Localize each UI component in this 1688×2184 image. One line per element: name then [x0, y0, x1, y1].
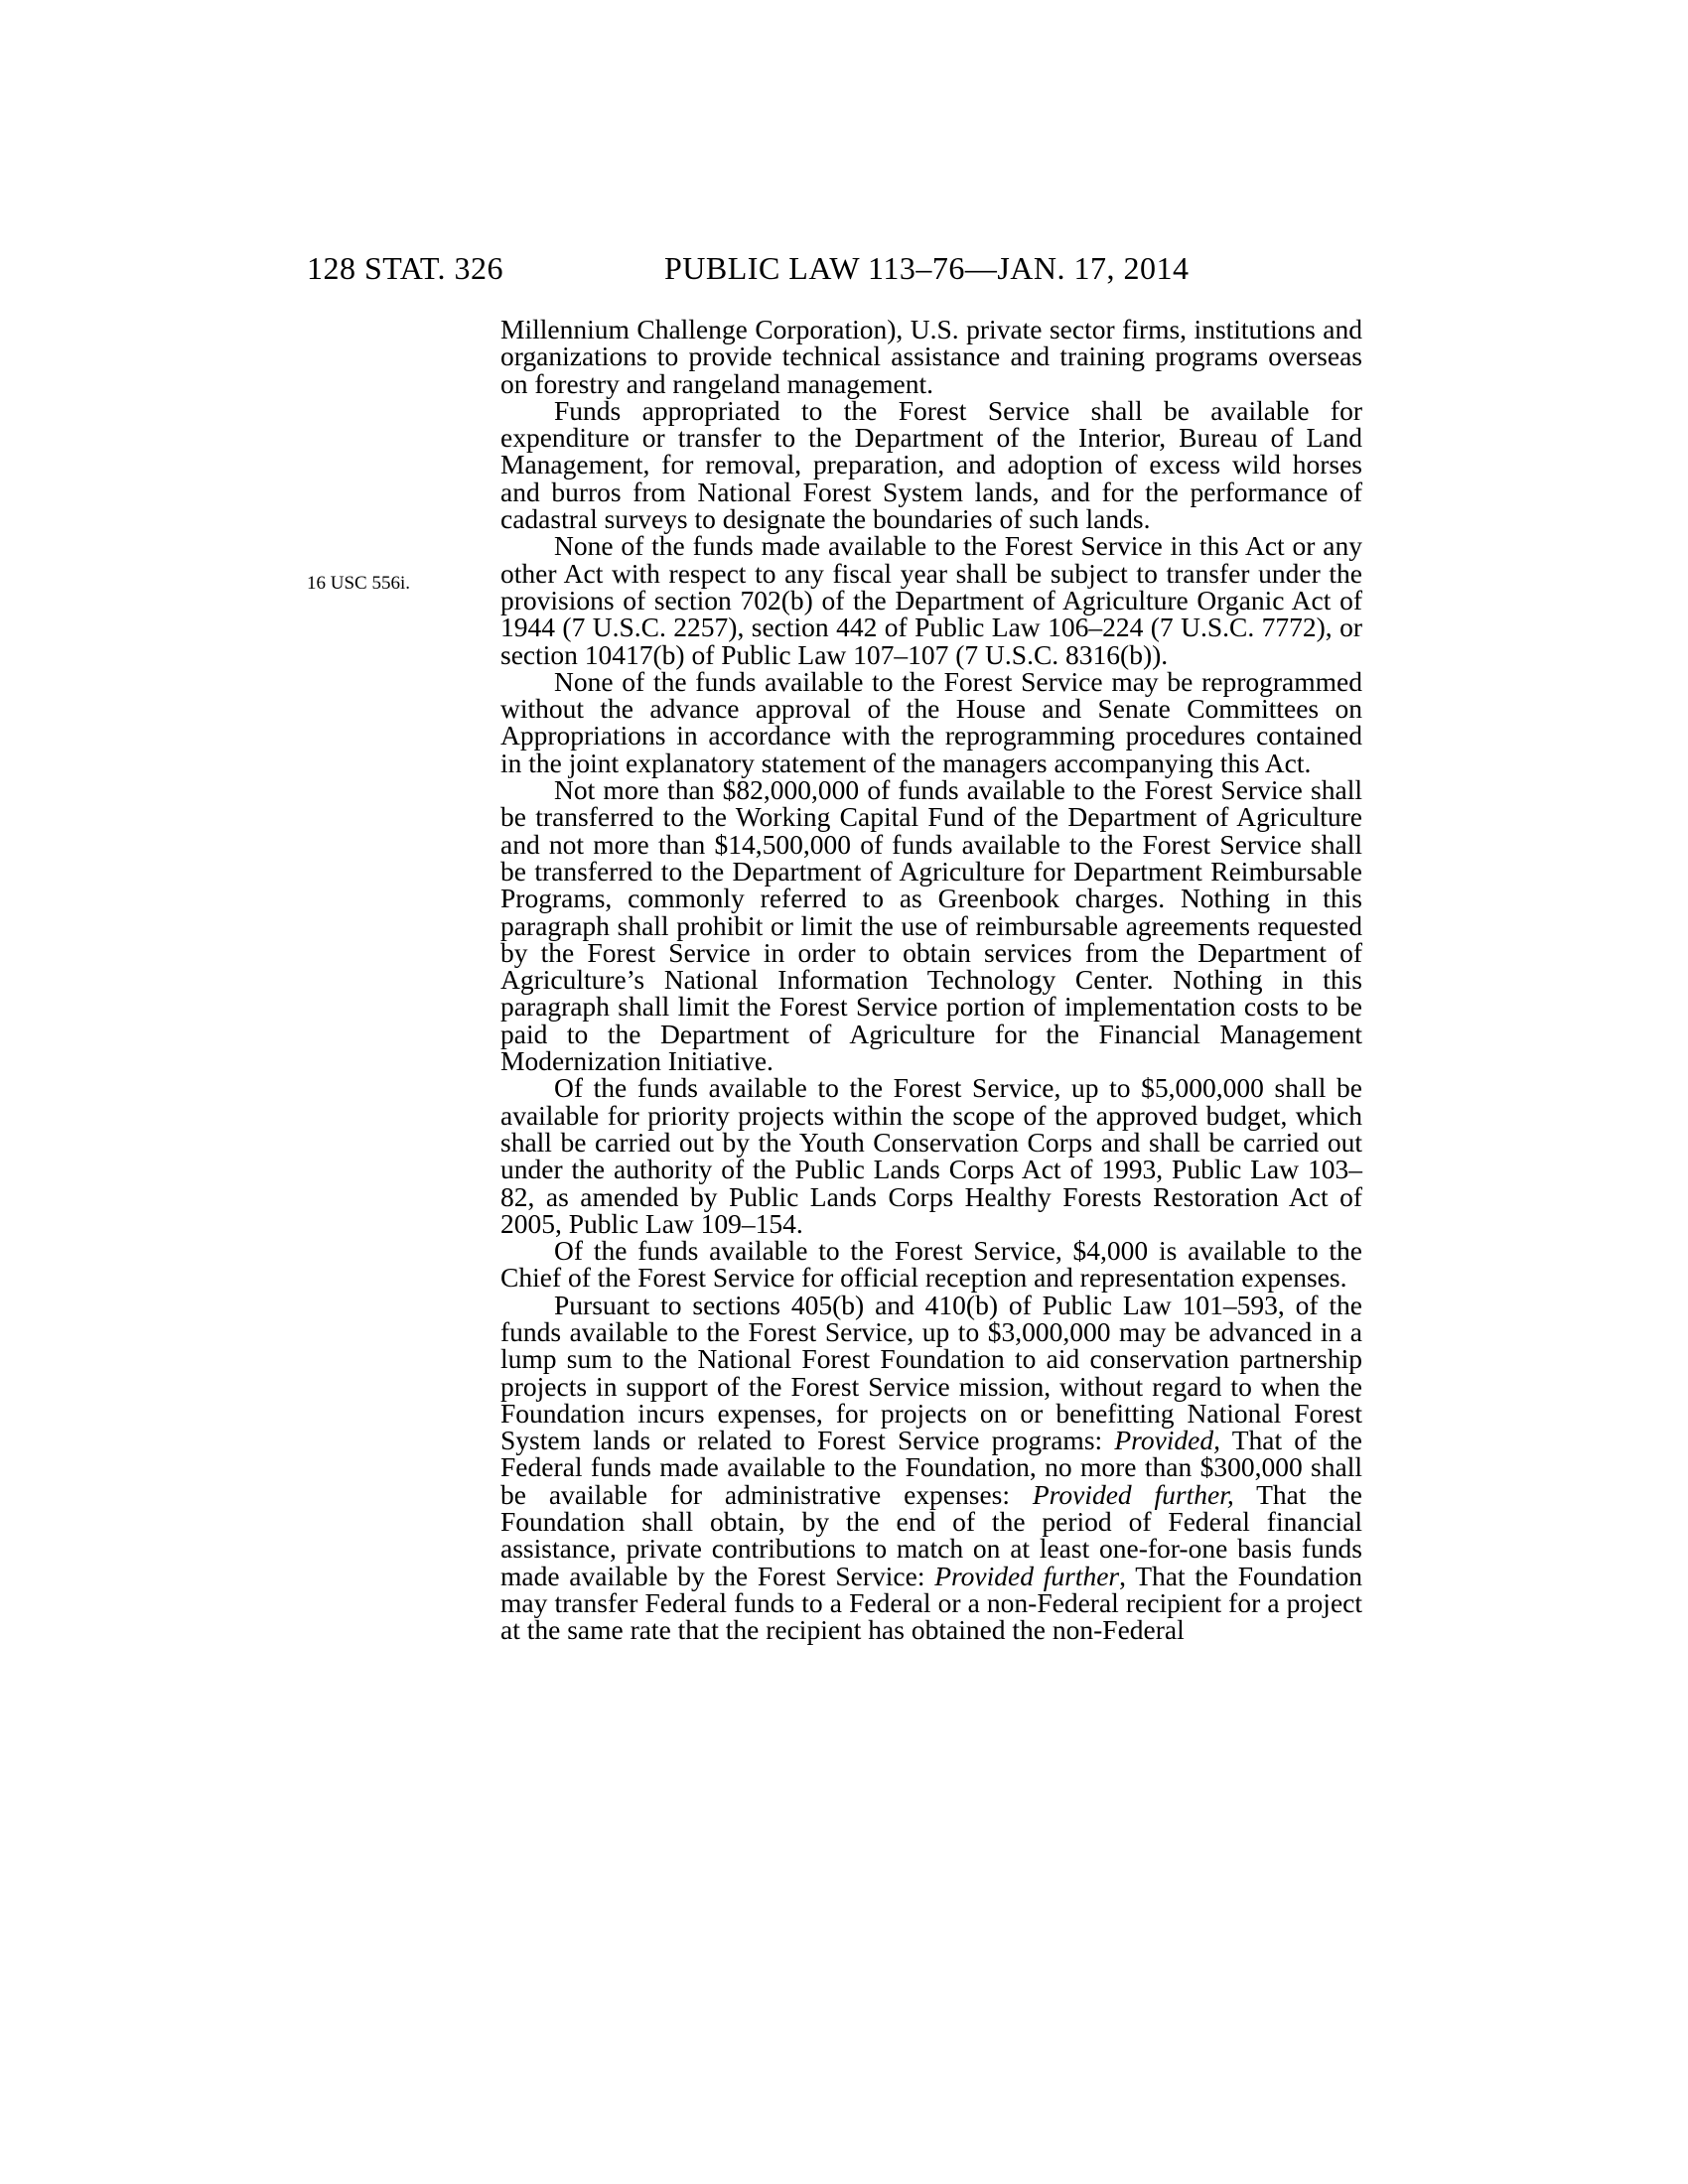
provided-further-clause: Provided further,	[1032, 1478, 1234, 1510]
provided-clause: Provided,	[1114, 1425, 1221, 1456]
stat-page-number: 128 STAT. 326	[307, 250, 504, 286]
foundation-text-4: , That the Foundation may transfer Federal funds to a Federal or a non-Federal recipient for a project at the same rate that the recipient has obtained the non-Federal	[500, 1560, 1363, 1646]
statute-body	[500, 316, 1362, 1644]
paragraph-working-capital-fund: Not more than $82,000,000 of funds available to the Forest Service shall be transferred to the Working Capital Fund of the Department of Agriculture and not more than $14,500,000 of funds available to the Forest Service shall be transferred to the Department of Agriculture for Department Reimbursable Programs, commonly referred to as Greenbook charges. Nothing in this paragraph shall prohibit or limit the use of reimbursable agreements requested by the Forest Service in order to obtain services from the Department of Agriculture’s National Information Technology Center. Nothing in this paragraph shall limit the Forest Service portion of implementation costs to be paid to the Department of Agriculture for the Financial Management Modernization Initiative.	[500, 774, 1362, 1077]
provided-further-clause-2: Provided further	[934, 1560, 1120, 1591]
usc-margin-note: 16 USC 556i.	[307, 573, 410, 594]
foundation-text-3: That the Foundation shall obtain, by the end of the period of Federal financial assistance, private contributions to match on at least one-for-one basis funds made available by the Forest Service:	[500, 1478, 1362, 1591]
paragraph-continued: Millennium Challenge Corporation), U.S. private sector firms, institutions and organizations to provide technical assistance and training programs overseas on forestry and rangeland management.	[500, 314, 1362, 399]
paragraph-national-forest-foundation	[500, 1289, 1363, 1646]
paragraph-youth-conservation-corps: Of the funds available to the Forest Service, up to $5,000,000 shall be available for priority projects within the scope of the approved budget, which shall be carried out by the Youth Conservation Corps and shall be carried out under the authority of the Public Lands Corps Act of 1993, Public Law 103–82, as amended by Public Lands Corps Healthy Forests Restoration Act of 2005, Public Law 109–154.	[500, 1072, 1362, 1239]
foundation-text-2: That of the Federal funds made available to the Foundation, no more than $300,000 shall be available for administrative expenses:	[500, 1425, 1362, 1510]
paragraph-reprogramming: None of the funds available to the Forest Service may be reprogrammed without the advance approval of the House and Senate Committees on Appropriations in accordance with the reprogramming procedures contained in the joint explanatory statement of the managers accompanying this Act.	[500, 665, 1362, 778]
foundation-text-1: Pursuant to sections 405(b) and 410(b) of Public Law 101–593, of the funds available to the Forest Service, up to $3,000,000 may be advanced in a lump sum to the National Forest Foundation to aid conservation partnership projects in support of the Forest Service mission, without regard to when the Foundation incurs expenses, for projects on or benefitting National Forest System lands or related to Forest Service programs:	[500, 1289, 1362, 1456]
paragraph-wild-horses: Funds appropriated to the Forest Service shall be available for expenditure or transfer to the Department of the Interior, Bureau of Land Management, for removal, preparation, and adoption of excess wild horses and burros from National Forest System lands, and for the performance of cadastral surveys to designate the boundaries of such lands.	[500, 394, 1362, 535]
public-law-header: PUBLIC LAW 113–76—JAN. 17, 2014	[664, 250, 1190, 286]
paragraph-transfer-restriction: None of the funds made available to the Forest Service in this Act or any other Act with respect to any fiscal year shall be subject to transfer under the provisions of section 702(b) of the Department of Agriculture Organic Act of 1944 (7 U.S.C. 2257), section 442 of Public Law 106–224 (7 U.S.C. 7772), or section 10417(b) of Public Law 107–107 (7 U.S.C. 8316(b)).	[500, 530, 1362, 670]
paragraph-reception-expenses: Of the funds available to the Forest Service, $4,000 is available to the Chief of the Forest Service for official reception and representation expenses.	[500, 1235, 1362, 1294]
